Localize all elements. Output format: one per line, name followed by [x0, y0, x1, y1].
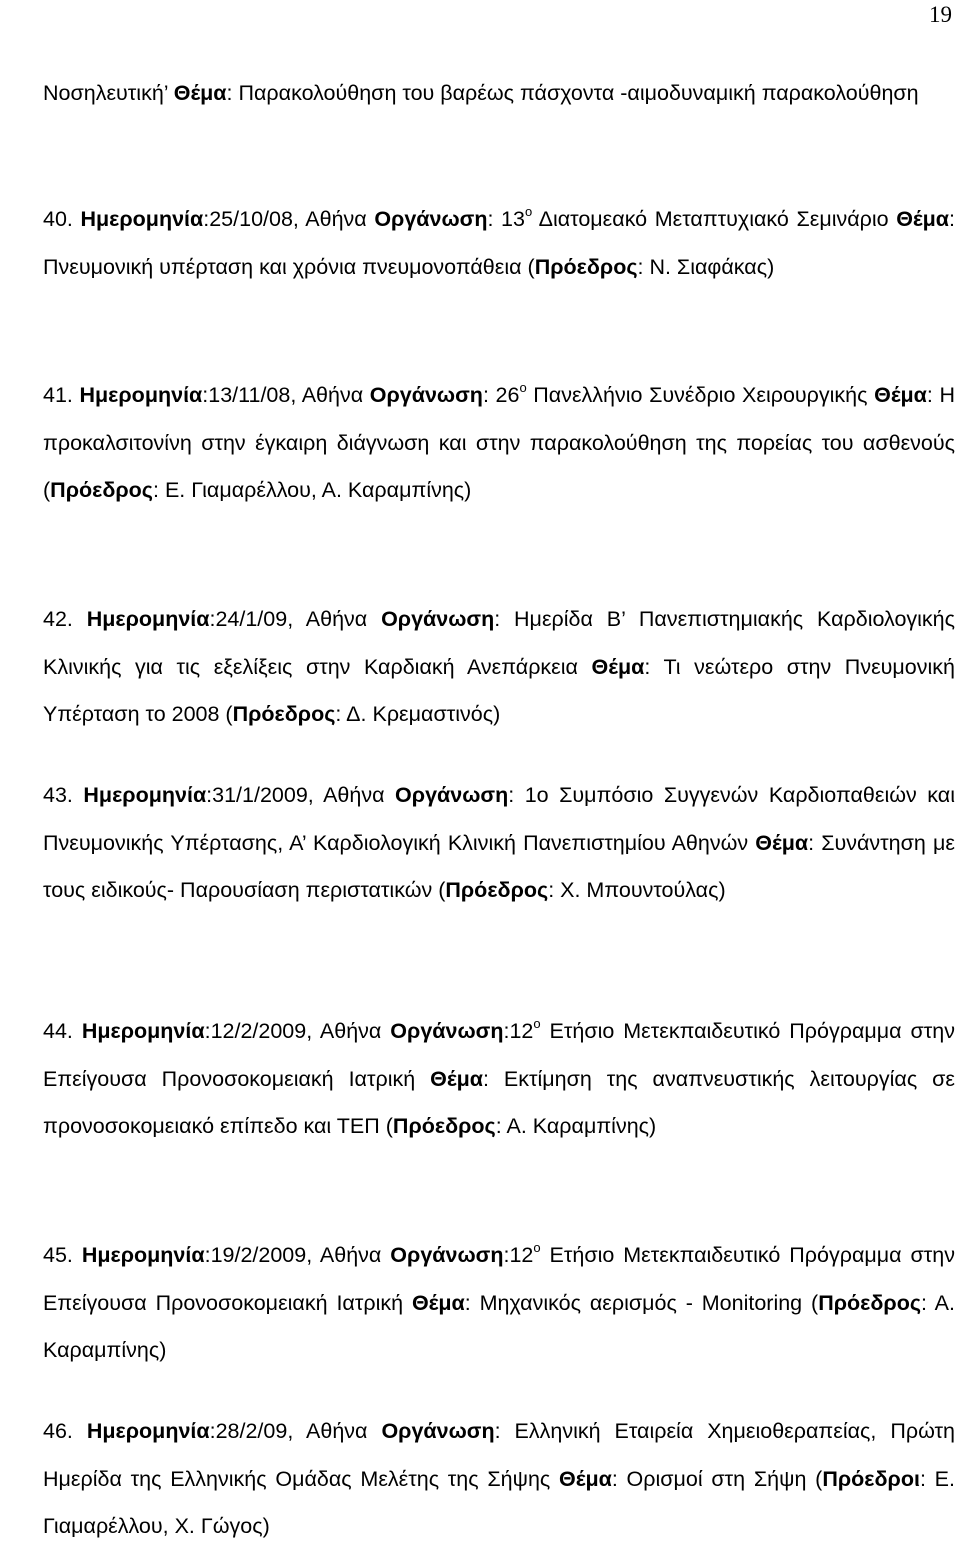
entry-theme: : Η προκαλσιτονίνη στην έγκαιρη διάγνωση και στην παρακολούθηση της πορείας του ασθενούς ( [43, 383, 955, 502]
entry-date: :24/1/09, Αθήνα [209, 607, 382, 631]
ordinal-suffix: ο [533, 1015, 541, 1031]
entry-number: 46. [43, 1419, 73, 1443]
organization-label: Οργάνωση [374, 207, 488, 231]
entry-theme: : Τι νεώτερο στην Πνευμονική Υπέρταση το 2008 ( [43, 654, 955, 726]
organization-label: Οργάνωση [395, 783, 509, 807]
entry-theme: : Ορισμοί στη Σήψη ( [611, 1466, 823, 1491]
entry-organization: :12 [503, 1019, 534, 1043]
president-label: Πρόεδρος [534, 254, 638, 279]
entry-organization-cont: Ετήσιο Μετεκπαιδευτικό Πρόγραμμα στην Επείγουσα Προνοσοκομειακή Ιατρική [43, 1019, 955, 1091]
entry-president: : Ε. Γιαμαρέλλου, Χ. Γώγος) [43, 1466, 955, 1538]
theme-label: Θέμα [874, 383, 927, 407]
organization-label: Οργάνωση [381, 1419, 495, 1443]
entry-organization: : 26 [482, 383, 520, 407]
list-item [43, 196, 955, 291]
date-label: Ημερομηνία [83, 783, 207, 807]
theme-label: Θέμα [591, 654, 645, 679]
organization-label: Οργάνωση [381, 607, 495, 631]
intro-theme-text: : Παρακολούθηση του βαρέως πάσχοντα -αιμοδυναμική παρακολούθηση [226, 81, 919, 105]
list-item [43, 1232, 955, 1375]
intro-paragraph [43, 70, 955, 118]
entry-number: 42. [43, 607, 73, 631]
entry-number: 44. [43, 1019, 73, 1043]
list-item [43, 1408, 955, 1551]
organization-label: Οργάνωση [390, 1019, 504, 1043]
president-label: Πρόεδρος [232, 702, 336, 726]
ordinal-suffix: ο [524, 203, 533, 219]
president-label: Πρόεδρος [445, 878, 549, 902]
entry-date: :25/10/08, Αθήνα [203, 207, 375, 231]
theme-label: Θέμα [411, 1290, 465, 1315]
date-label: Ημερομηνία [79, 383, 203, 407]
presidents-label: Πρόεδροι [822, 1466, 920, 1491]
entry-date: :12/2/2009, Αθήνα [204, 1019, 391, 1043]
ordinal-suffix: ο [533, 1239, 541, 1255]
entry-date: :19/2/2009, Αθήνα [204, 1243, 391, 1267]
entry-organization: : Ελληνική Εταιρεία Χημειοθεραπείας, Πρώτη Ημερίδα της Ελληνικής Ομάδας Μελέτης της Σήψης [43, 1419, 956, 1491]
list-item [43, 372, 955, 515]
entry-organization: :12 [503, 1243, 534, 1267]
theme-label: Θέμα [755, 830, 809, 855]
president-label: Πρόεδρος [392, 1114, 496, 1138]
entry-organization: : 13 [487, 207, 525, 231]
entry-number: 45. [43, 1243, 73, 1267]
organization-label: Οργάνωση [369, 383, 483, 407]
entry-president: : Α. Καραμπίνης) [43, 1290, 955, 1362]
entry-theme: : Εκτίμηση της αναπνευστικής λειτουργίας σε προνοσοκομειακό επίπεδο και ΤΕΠ ( [43, 1066, 955, 1138]
entry-number: 43. [43, 783, 73, 807]
theme-label: Θέμα [559, 1466, 612, 1491]
entry-organization: : 1ο Συμπόσιο Συγγενών Καρδιοπαθειών και Πνευμονικής Υπέρτασης, Α’ Καρδιολογική Κλινική Πανεπιστημίου Αθηνών [43, 783, 955, 855]
list-item [43, 1008, 955, 1151]
entry-date: :31/1/2009, Αθήνα [206, 783, 396, 807]
date-label: Ημερομηνία [86, 1419, 210, 1443]
entry-number: 41. [43, 383, 73, 407]
entry-president: : Α. Καραμπίνης) [495, 1114, 657, 1138]
theme-label: Θέμα [896, 207, 949, 231]
entry-theme: : Πνευμονική υπέρταση και χρόνια πνευμονοπάθεια ( [43, 207, 955, 279]
entry-theme: : Μηχανικός αερισμός - Monitoring ( [464, 1290, 819, 1315]
entry-president: : Δ. Κρεμαστινός) [335, 702, 501, 726]
date-label: Ημερομηνία [80, 207, 204, 231]
entry-organization-cont: Ετήσιο Μετεκπαιδευτικό Πρόγραμμα στην Επείγουσα Προνοσοκομειακή Ιατρική [43, 1243, 955, 1315]
date-label: Ημερομηνία [81, 1019, 205, 1043]
list-item [43, 596, 955, 739]
intro-prefix: Νοσηλευτική’ [43, 81, 174, 105]
entry-president: : Ν. Σιαφάκας) [637, 254, 775, 279]
entry-organization-cont: Πανελλήνιο Συνέδριο Χειρουργικής [526, 383, 875, 407]
page-number: 19 [929, 2, 952, 27]
date-label: Ημερομηνία [81, 1243, 205, 1267]
ordinal-suffix: ο [519, 379, 527, 395]
theme-label: Θέμα [430, 1066, 483, 1091]
entry-organization-cont: Διατομεακό Μεταπτυχιακό Σεμινάριο [532, 207, 897, 231]
entry-number: 40. [43, 207, 73, 231]
entry-president: : Ε. Γιαμαρέλλου, Α. Καραμπίνης) [153, 478, 472, 502]
date-label: Ημερομηνία [86, 607, 210, 631]
entry-date: :13/11/08, Αθήνα [202, 383, 370, 407]
entry-date: :28/2/09, Αθήνα [209, 1419, 382, 1443]
entry-theme: : Συνάντηση με τους ειδικούς- Παρουσίαση περιστατικών ( [43, 830, 955, 902]
president-label: Πρόεδρος [818, 1290, 922, 1315]
president-label: Πρόεδρος [50, 478, 153, 502]
organization-label: Οργάνωση [390, 1243, 504, 1267]
theme-label: Θέμα [173, 81, 227, 105]
list-item [43, 772, 955, 915]
entry-president: : Χ. Μπουντούλας) [548, 878, 726, 902]
entry-organization: : Ημερίδα Β’ Πανεπιστημιακής Καρδιολογικής Κλινικής για τις εξελίξεις στην Καρδιακή Ανεπάρκεια [43, 607, 955, 679]
